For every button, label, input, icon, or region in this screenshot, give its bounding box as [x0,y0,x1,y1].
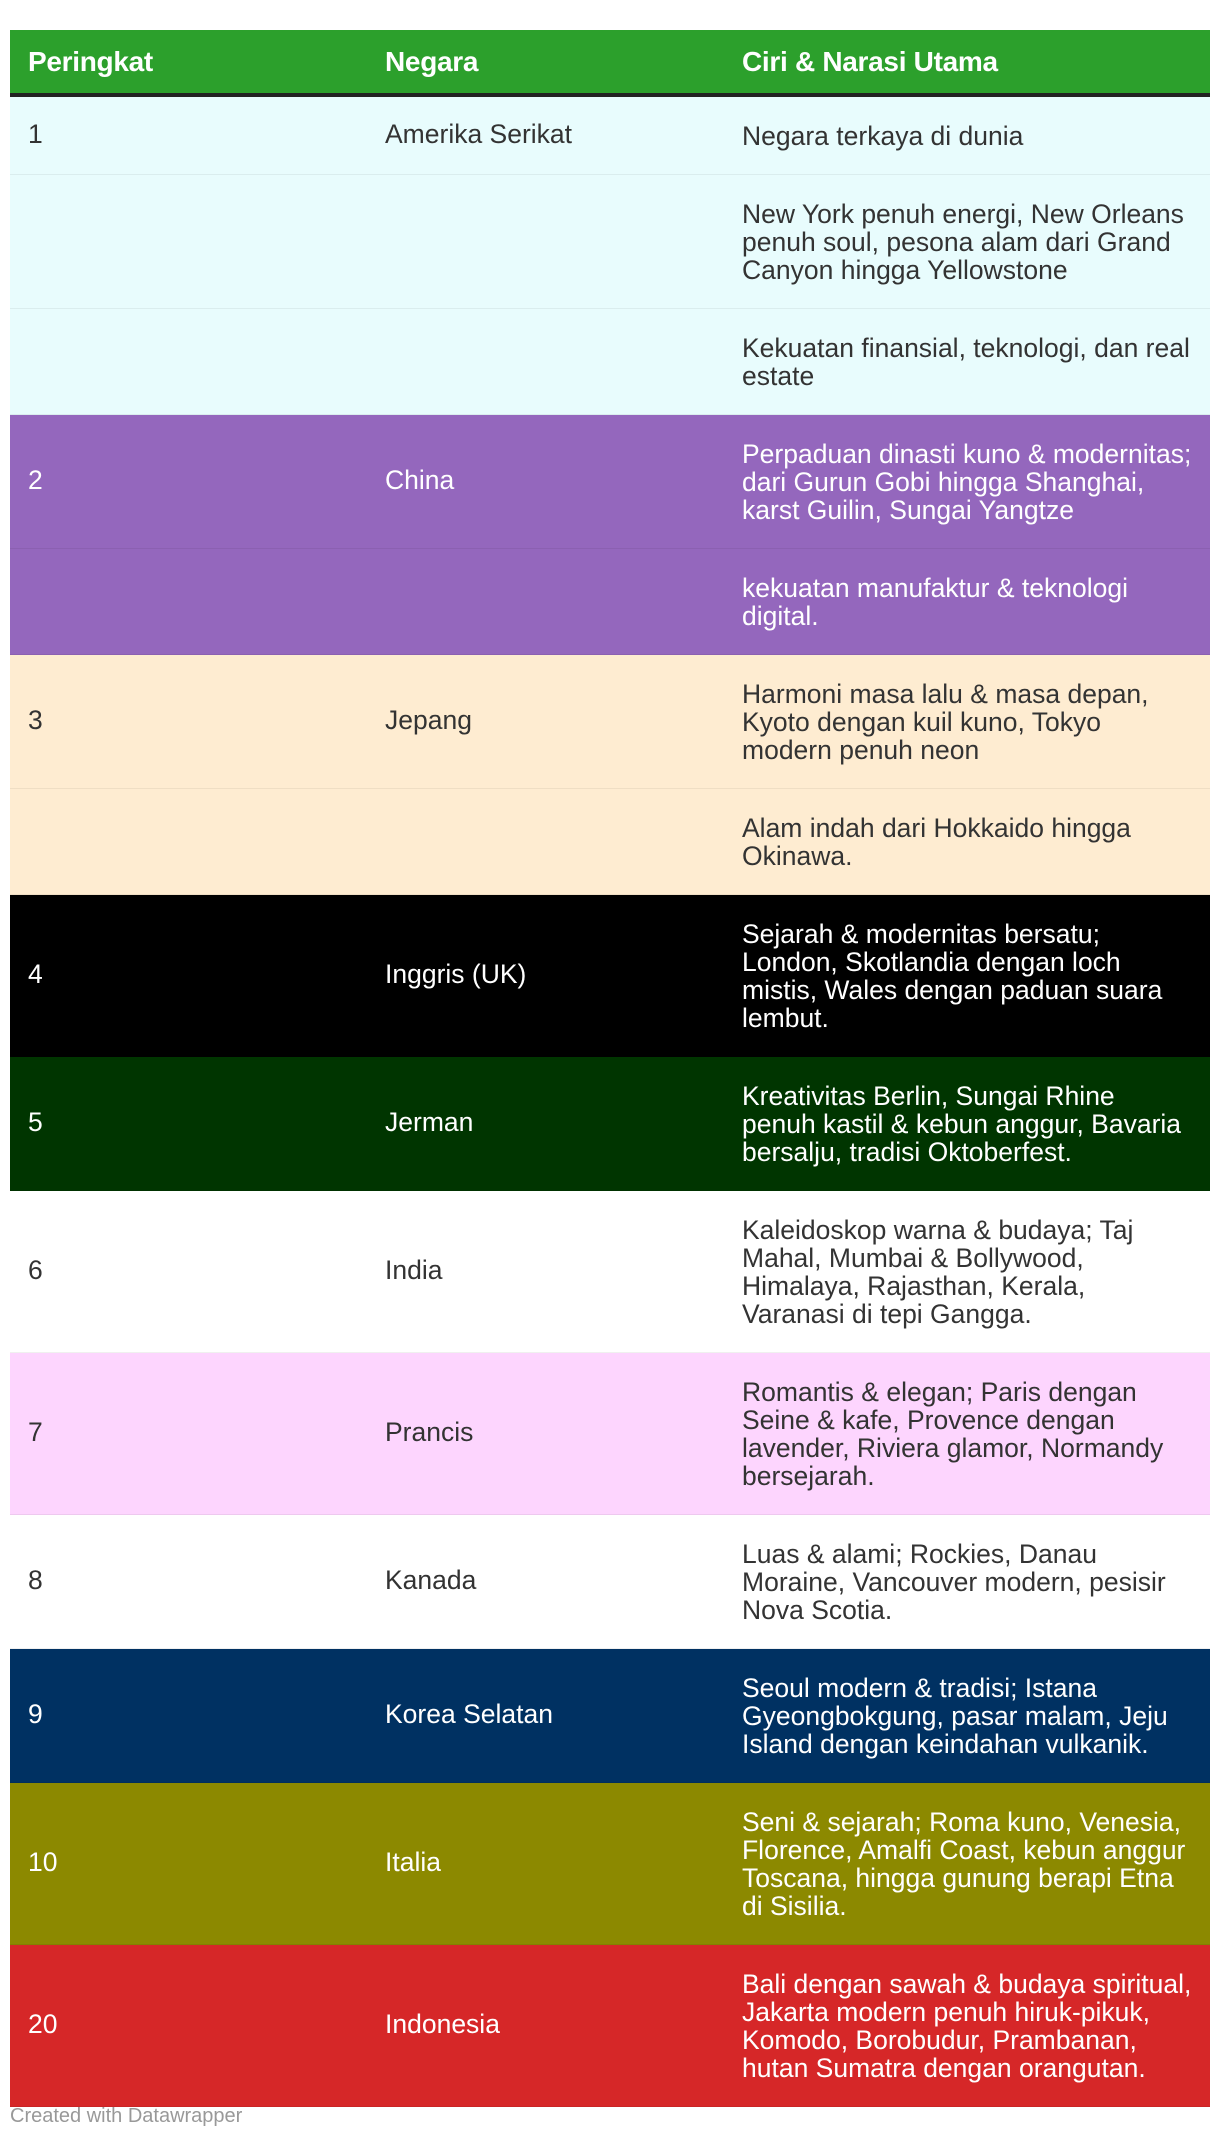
table-body [10,95,1210,2107]
rank-cell: 5 [10,1057,367,1191]
country-cell: Korea Selatan [367,1649,724,1783]
table-row [10,549,1210,655]
rank-cell: 20 [10,1945,367,2107]
narrative-cell: Bali dengan sawah & budaya spiritual, Jakarta modern penuh hiruk-pikuk, Komodo, Borobudur, Prambanan, hutan Sumatra dengan orangutan. [724,1945,1210,2107]
ranking-table [10,30,1210,2107]
country-cell: Jepang [367,655,724,789]
table-row [10,1783,1210,1945]
country-cell [367,549,724,655]
country-cell [367,175,724,309]
rank-cell [10,549,367,655]
rank-cell: 4 [10,895,367,1057]
rank-cell: 6 [10,1191,367,1353]
table-row [10,655,1210,789]
narrative-cell: Kekuatan finansial, teknologi, dan real estate [724,309,1210,415]
table-row [10,415,1210,549]
country-cell: Jerman [367,1057,724,1191]
table-header-row [10,30,1210,95]
table-row [10,95,1210,175]
rank-cell [10,309,367,415]
narrative-cell: Seoul modern & tradisi; Istana Gyeongbokgung, pasar malam, Jeju Island dengan keindahan vulkanik. [724,1649,1210,1783]
narrative-cell: Seni & sejarah; Roma kuno, Venesia, Florence, Amalfi Coast, kebun anggur Toscana, hingga gunung berapi Etna di Sisilia. [724,1783,1210,1945]
table-row [10,1353,1210,1515]
table-row [10,1191,1210,1353]
country-cell: China [367,415,724,549]
narrative-cell: Kreativitas Berlin, Sungai Rhine penuh kastil & kebun anggur, Bavaria bersalju, tradisi Oktoberfest. [724,1057,1210,1191]
narrative-cell: Alam indah dari Hokkaido hingga Okinawa. [724,789,1210,895]
narrative-cell: Romantis & elegan; Paris dengan Seine & kafe, Provence dengan lavender, Riviera glamor, Normandy bersejarah. [724,1353,1210,1515]
table-row [10,175,1210,309]
column-header-rank[interactable]: Peringkat [10,30,367,95]
rank-cell: 8 [10,1515,367,1649]
country-cell: India [367,1191,724,1353]
narrative-cell: Harmoni masa lalu & masa depan, Kyoto dengan kuil kuno, Tokyo modern penuh neon [724,655,1210,789]
rank-cell [10,789,367,895]
table-row [10,1057,1210,1191]
table-row [10,1649,1210,1783]
table-row [10,895,1210,1057]
rank-cell: 9 [10,1649,367,1783]
column-header-country[interactable]: Negara [367,30,724,95]
rank-cell: 10 [10,1783,367,1945]
country-cell: Italia [367,1783,724,1945]
ranking-table-container [10,30,1210,2107]
narrative-cell: kekuatan manufaktur & teknologi digital. [724,549,1210,655]
table-row [10,1945,1210,2107]
narrative-cell: Sejarah & modernitas bersatu; London, Skotlandia dengan loch mistis, Wales dengan paduan suara lembut. [724,895,1210,1057]
rank-cell: 3 [10,655,367,789]
country-cell [367,789,724,895]
country-cell: Indonesia [367,1945,724,2107]
rank-cell: 7 [10,1353,367,1515]
table-row [10,789,1210,895]
rank-cell [10,175,367,309]
table-row [10,309,1210,415]
narrative-cell: New York penuh energi, New Orleans penuh soul, pesona alam dari Grand Canyon hingga Yellowstone [724,175,1210,309]
table-row [10,1515,1210,1649]
datawrapper-credit[interactable]: Created with Datawrapper [10,2105,243,2127]
country-cell: Kanada [367,1515,724,1649]
narrative-cell: Negara terkaya di dunia [724,95,1210,175]
country-cell: Inggris (UK) [367,895,724,1057]
column-header-narrative[interactable]: Ciri & Narasi Utama [724,30,1210,95]
narrative-cell: Luas & alami; Rockies, Danau Moraine, Vancouver modern, pesisir Nova Scotia. [724,1515,1210,1649]
narrative-cell: Perpaduan dinasti kuno & modernitas; dari Gurun Gobi hingga Shanghai, karst Guilin, Sungai Yangtze [724,415,1210,549]
narrative-cell: Kaleidoskop warna & budaya; Taj Mahal, Mumbai & Bollywood, Himalaya, Rajasthan, Kerala, Varanasi di tepi Gangga. [724,1191,1210,1353]
rank-cell: 2 [10,415,367,549]
country-cell [367,309,724,415]
country-cell: Amerika Serikat [367,95,724,175]
country-cell: Prancis [367,1353,724,1515]
rank-cell: 1 [10,95,367,175]
